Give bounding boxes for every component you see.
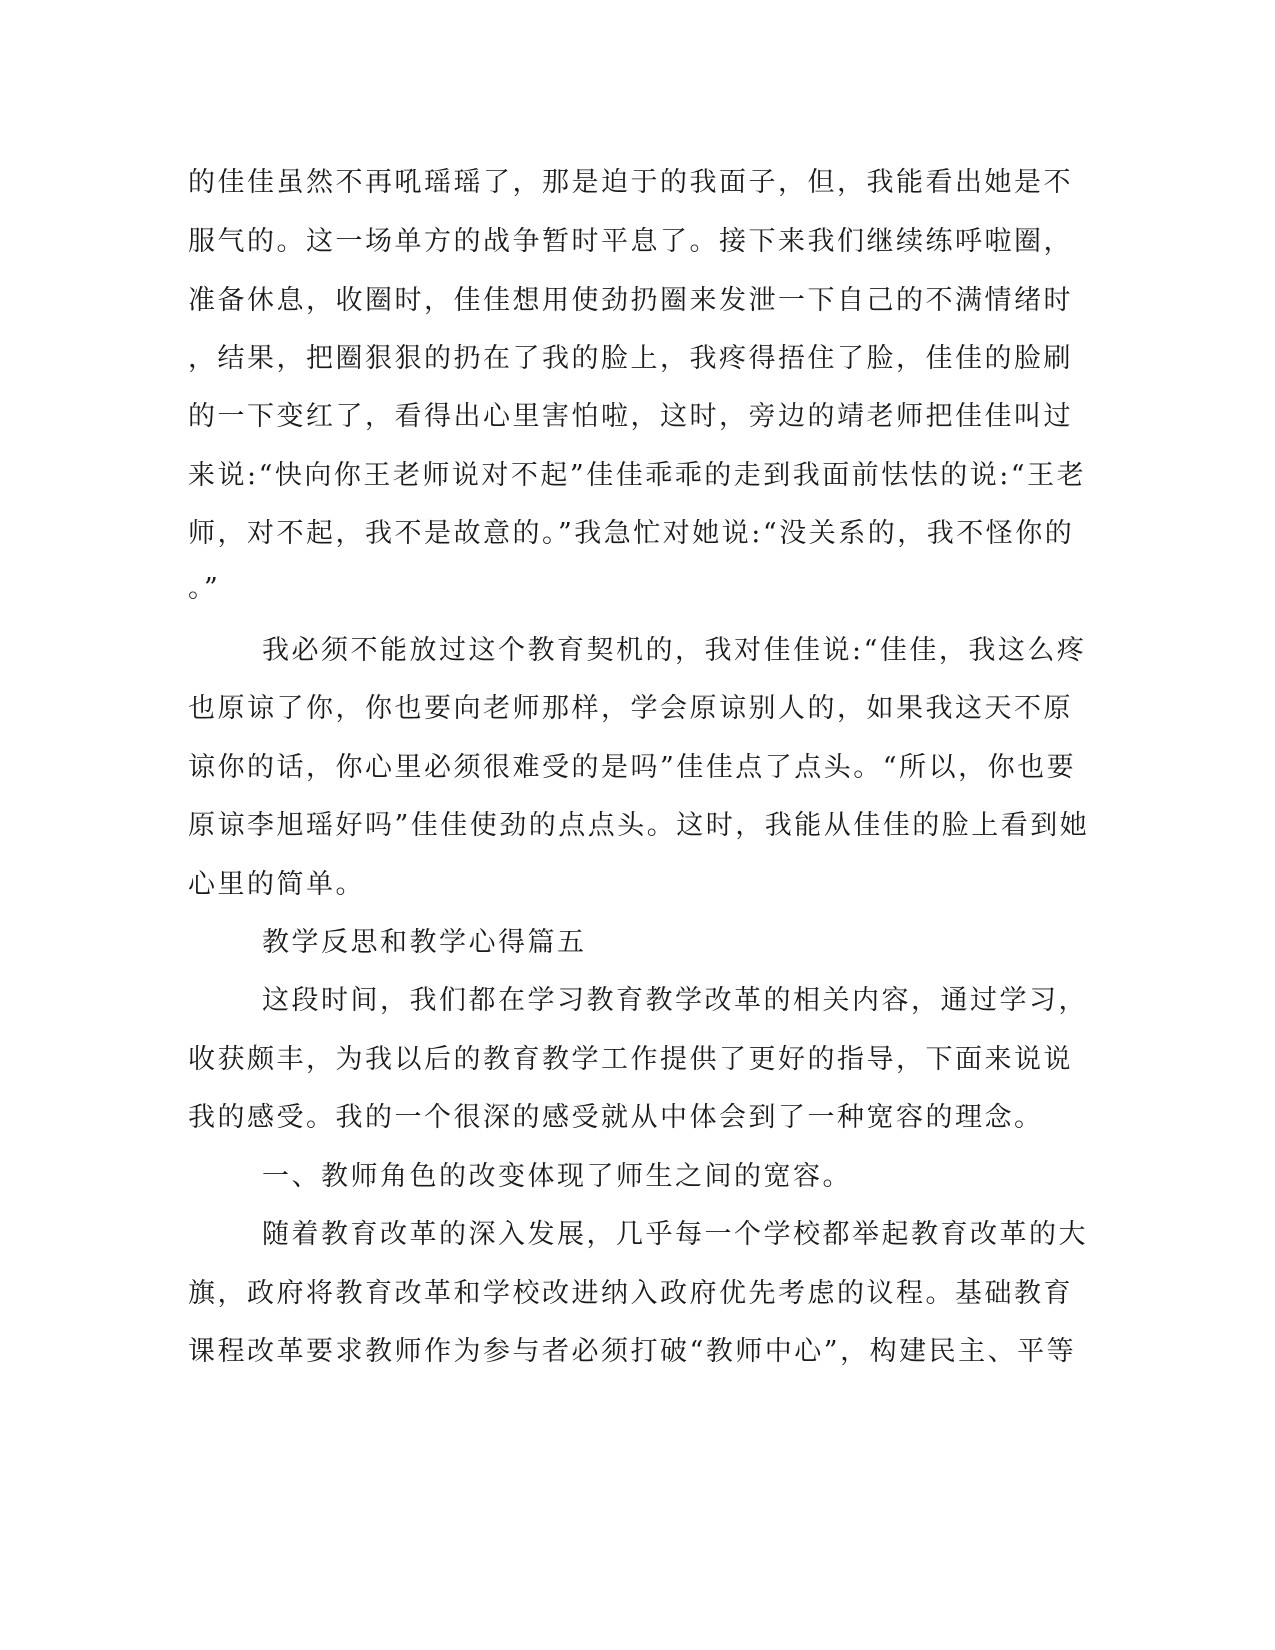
text-line: 谅你的话，你心里必须很难受的是吗”佳佳点了点头。“所以，你也要 [188,752,1077,783]
paragraph-first-line: 我必须不能放过这个教育契机的，我对佳佳说:“佳佳，我这么疼 [262,635,1087,666]
paragraph-first-line: 这段时间，我们都在学习教育教学改革的相关内容，通过学习， [262,985,1088,1016]
text-line: 的一下变红了，看得出心里害怕啦，这时，旁边的靖老师把佳佳叫过 [188,401,1073,432]
paragraph-first-line: 随着教育改革的深入发展，几乎每一个学校都举起教育改革的大 [262,1219,1088,1250]
text-line: 课程改革要求教师作为参与者必须打破“教师中心”，构建民主、平等 [188,1336,1077,1367]
text-line: 心里的简单。 [188,869,365,900]
text-line: 师，对不起，我不是故意的。”我急忙对她说:“没关系的，我不怪你的 [188,518,1075,549]
text-line: 收获颇丰，为我以后的教育教学工作提供了更好的指导，下面来说说 [188,1044,1073,1075]
text-line: 。” [188,573,221,604]
text-line: 来说:“快向你王老师说对不起”佳佳乖乖的走到我面前怯怯的说:“王老 [188,460,1087,491]
text-line: 服气的。这一场单方的战争暂时平息了。接下来我们继续练呼啦圈， [188,226,1073,257]
text-line: 原谅李旭瑶好吗”佳佳使劲的点点头。这时，我能从佳佳的脸上看到她 [188,810,1090,841]
subsection-heading: 一、教师角色的改变体现了师生之间的宽容。 [262,1161,852,1192]
text-line: 的佳佳虽然不再吼瑶瑶了，那是迫于的我面子，但，我能看出她是不 [188,167,1073,198]
text-line: 也原谅了你，你也要向老师那样，学会原谅别人的，如果我这天不原 [188,693,1073,724]
text-line: 我的感受。我的一个很深的感受就从中体会到了一种宽容的理念。 [188,1102,1044,1133]
text-line: 旗，政府将教育改革和学校改进纳入政府优先考虑的议程。基础教育 [188,1278,1073,1309]
text-line: 准备休息，收圈时，佳佳想用使劲扔圈来发泄一下自己的不满情绪时 [188,285,1073,316]
text-line: ，结果，把圈狠狠的扔在了我的脸上，我疼得捂住了脸，佳佳的脸刷 [188,343,1073,374]
section-heading: 教学反思和教学心得篇五 [262,927,587,958]
